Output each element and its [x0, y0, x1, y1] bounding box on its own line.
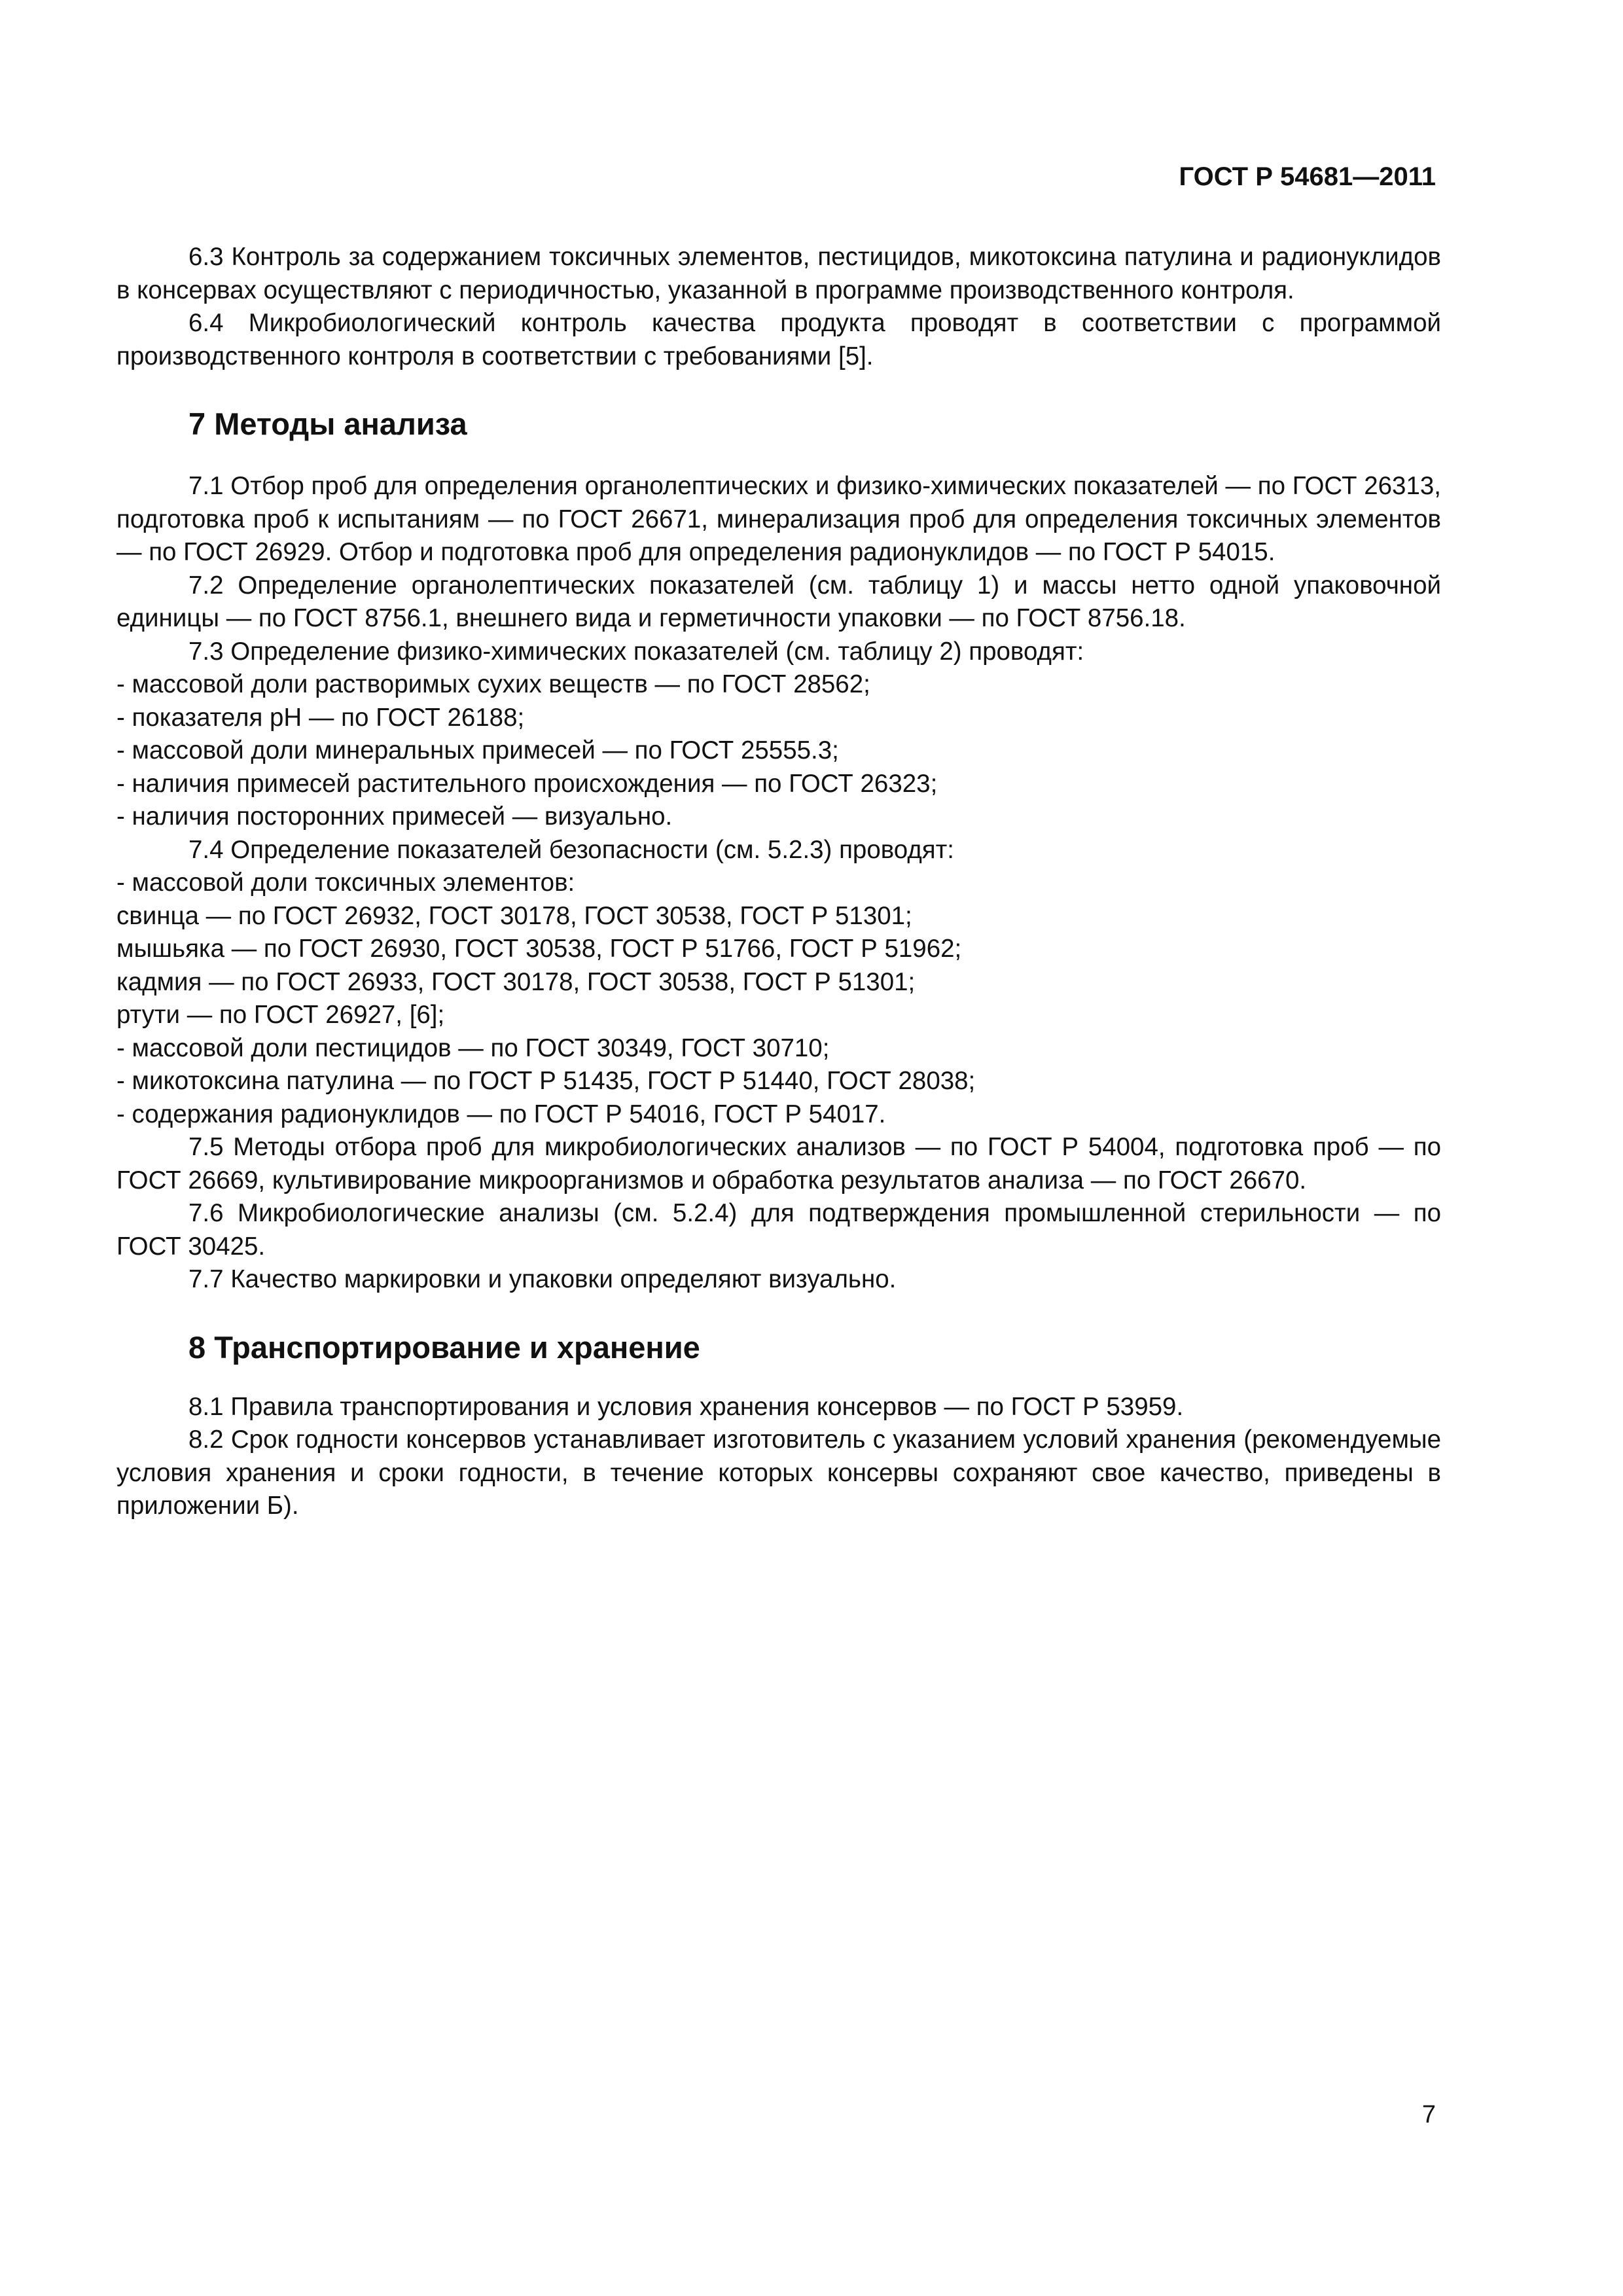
- element-item: ртути — по ГОСТ 26927, [6];: [116, 1001, 445, 1029]
- paragraph-8-1: 8.1 Правила транспортирования и условия хранения консервов — по ГОСТ Р 53959.: [188, 1392, 1184, 1421]
- list-item: - микотоксина патулина — по ГОСТ Р 51435, ГОСТ Р 51440, ГОСТ 28038;: [116, 1067, 976, 1095]
- paragraph-6-4: 6.4 Микробиологический контроль качества продукта проводят в соответствии с программой производственного контроля в соответствии с требованиями [5].: [116, 309, 1441, 370]
- list-item: - показателя рН — по ГОСТ 26188;: [116, 703, 525, 732]
- paragraph-7-7: 7.7 Качество маркировки и упаковки определяют визуально.: [188, 1265, 897, 1293]
- list-item: - наличия посторонних примесей — визуально.: [116, 802, 673, 831]
- document-body: [116, 241, 1441, 1523]
- list-item: - содержания радионуклидов — по ГОСТ Р 54016, ГОСТ Р 54017.: [116, 1100, 886, 1128]
- paragraph-6-3: 6.3 Контроль за содержанием токсичных элементов, пестицидов, микотоксина патулина и радионуклидов в консервах осуществляют с периодичностью, указанной в программе производственного контроля.: [116, 243, 1441, 304]
- paragraph-7-1: 7.1 Отбор проб для определения органолептических и физико-химических показателей — по ГОСТ 26313, подготовка проб к испытаниям — по ГОСТ 26671, минерализация проб для определения токсичных элементов — по ГОСТ 26929. Отбор и подготовка проб для определения радионуклидов — по ГОСТ Р 54015.: [116, 472, 1441, 566]
- paragraph-7-4: 7.4 Определение показателей безопасности (см. 5.2.3) проводят:: [188, 835, 954, 864]
- element-item: мышьяка — по ГОСТ 26930, ГОСТ 30538, ГОСТ Р 51766, ГОСТ Р 51962;: [116, 935, 962, 963]
- list-item: - массовой доли растворимых сухих веществ — по ГОСТ 28562;: [116, 670, 870, 698]
- page-number: 7: [1421, 2101, 1436, 2128]
- paragraph-8-2: 8.2 Срок годности консервов устанавливает изготовитель с указанием условий хранения (рекомендуемые условия хранения и сроки годности, в течение которых консервы сохраняют свое качество, приведены в приложении Б).: [116, 1426, 1441, 1520]
- section-7-heading: 7 Методы анализа: [188, 406, 467, 441]
- paragraph-7-2: 7.2 Определение органолептических показателей (см. таблицу 1) и массы нетто одной упаковочной единицы — по ГОСТ 8756.1, внешнего вида и герметичности упаковки — по ГОСТ 8756.18.: [116, 571, 1441, 632]
- paragraph-7-5: 7.5 Методы отбора проб для микробиологических анализов — по ГОСТ Р 54004, подготовка проб — по ГОСТ 26669, культивирование микроорганизмов и обработка результатов анализа — по ГОСТ 26670.: [116, 1133, 1441, 1194]
- element-item: свинца — по ГОСТ 26932, ГОСТ 30178, ГОСТ 30538, ГОСТ Р 51301;: [116, 901, 912, 930]
- document-header: ГОСТ Р 54681—2011: [1179, 162, 1436, 191]
- paragraph-7-6: 7.6 Микробиологические анализы (см. 5.2.4) для подтверждения промышленной стерильности — по ГОСТ 30425.: [116, 1199, 1441, 1261]
- list-item: - массовой доли токсичных элементов:: [116, 869, 575, 897]
- list-item: - массовой доли пестицидов — по ГОСТ 30349, ГОСТ 30710;: [116, 1033, 830, 1062]
- list-item: - массовой доли минеральных примесей — по ГОСТ 25555.3;: [116, 736, 839, 764]
- element-item: кадмия — по ГОСТ 26933, ГОСТ 30178, ГОСТ 30538, ГОСТ Р 51301;: [116, 967, 916, 996]
- section-8-heading: 8 Транспортирование и хранение: [188, 1329, 700, 1365]
- paragraph-7-3: 7.3 Определение физико-химических показателей (см. таблицу 2) проводят:: [188, 637, 1084, 666]
- list-item: - наличия примесей растительного происхождения — по ГОСТ 26323;: [116, 769, 938, 798]
